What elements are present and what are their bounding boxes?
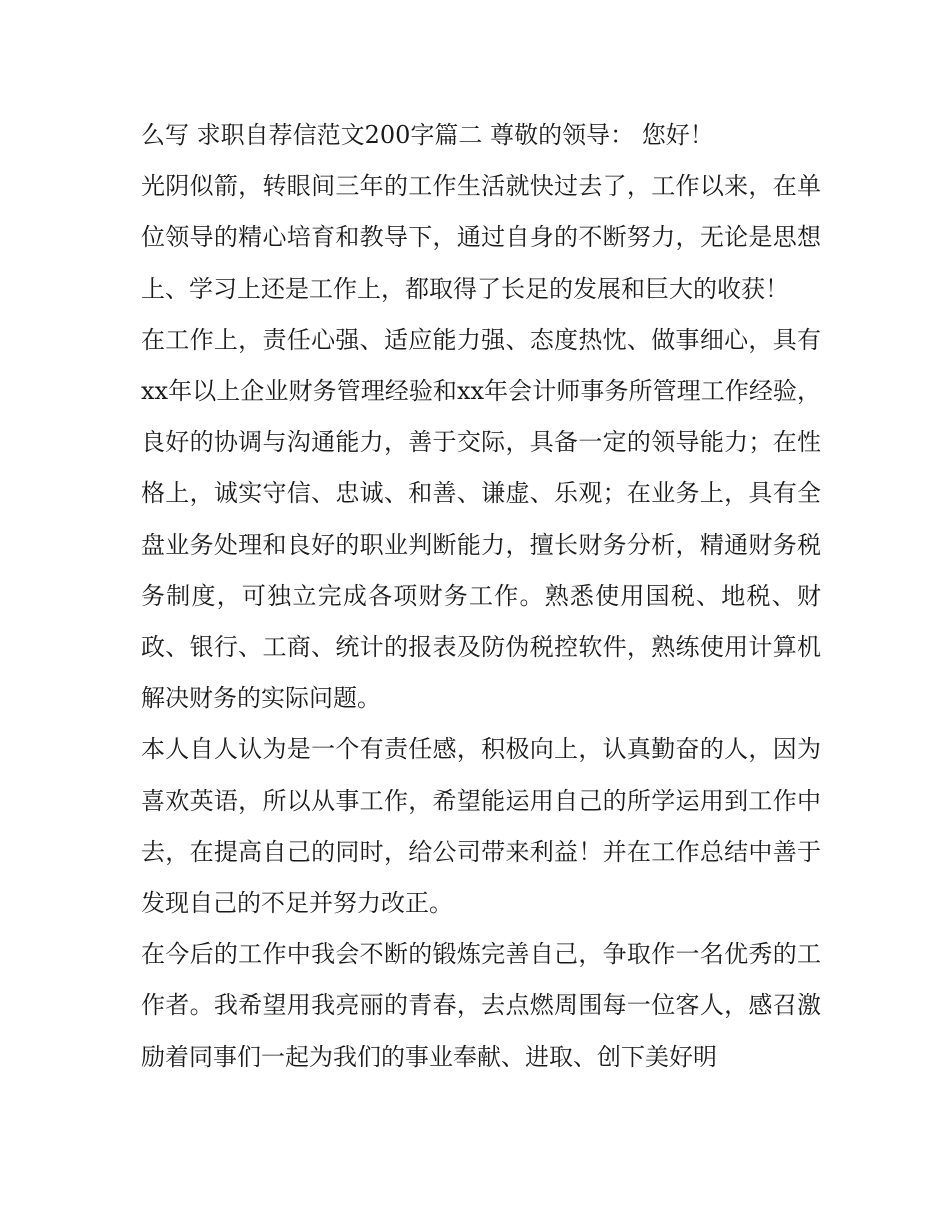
- paragraph-self-assessment: 本人自人认为是一个有责任感，积极向上，认真勤奋的人，因为喜欢英语，所以从事工作，希望能运用自己的所学运用到工作中去，在提高自己的同时，给公司带来利益！并在工作总结中善于发现自己的不足并努力改正。: [141, 735, 821, 918]
- paragraph-intro: 光阴似箭，转眼间三年的工作生活就快过去了，工作以来，在单位领导的精心培育和教导下，通过自身的不断努力，无论是思想上、学习上还是工作上，都取得了长足的发展和巨大的收获！: [141, 172, 821, 303]
- document-body: [141, 110, 821, 1083]
- paragraph-greeting: 么写 求职自荐信范文200字篇二 尊敬的领导： 您好！: [141, 121, 714, 149]
- paragraph-work-experience: 在工作上，责任心强、适应能力强、态度热忱、做事细心，具有xx年以上企业财务管理经验和xx年会计师事务所管理工作经验，良好的协调与沟通能力，善于交际，具备一定的领导能力；在性格上，诚实守信、忠诚、和善、谦虚、乐观；在业务上，具有全盘业务处理和良好的职业判断能力，擅长财务分析，精通财务税务制度，可独立完成各项财务工作。熟悉使用国税、地税、财政、银行、工商、统计的报表及防伪税控软件，熟练使用计算机解决财务的实际问题。: [141, 325, 821, 713]
- paragraph-future-goals: 在今后的工作中我会不断的锻炼完善自己，争取作一名优秀的工作者。我希望用我亮丽的青春，去点燃周围每一位客人，感召激励着同事们一起为我们的事业奉献、进取、创下美好明: [141, 940, 821, 1071]
